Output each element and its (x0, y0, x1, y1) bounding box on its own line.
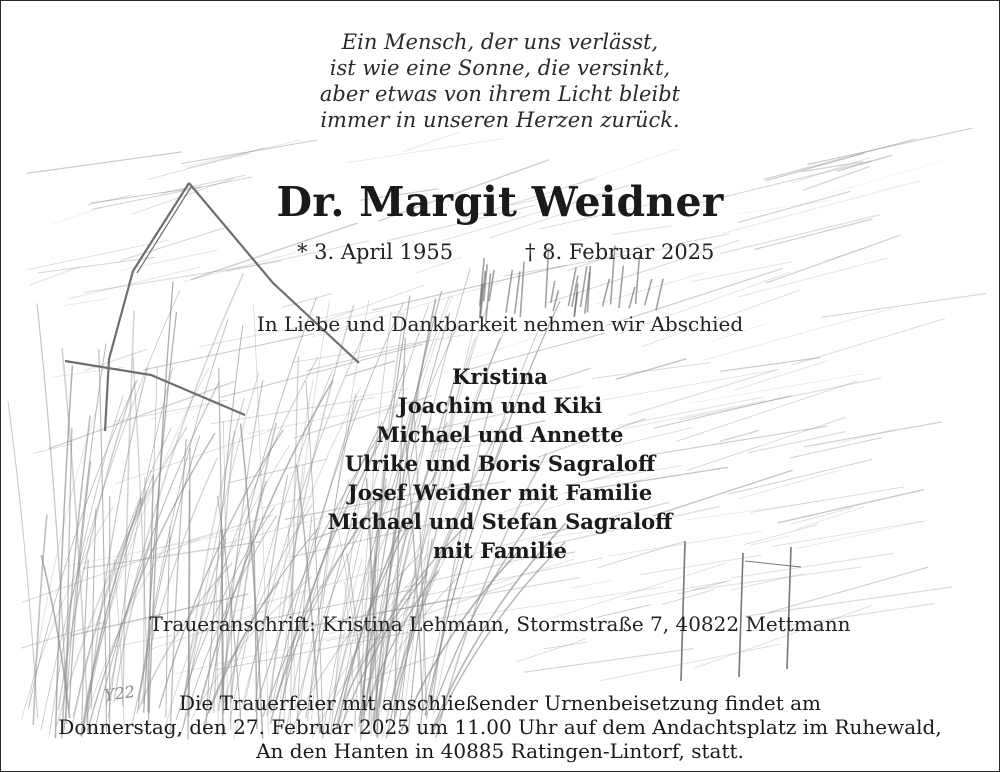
hatch-stroke (764, 139, 916, 180)
hatch-stroke (524, 649, 693, 673)
hatch-stroke (64, 298, 108, 305)
distant-reed (629, 287, 635, 308)
mourner-name: Joachim und Kiki (397, 393, 603, 418)
hatch-stroke (611, 226, 672, 235)
hatch-stroke (84, 261, 281, 293)
poem-line: immer in unseren Herzen zurück. (320, 108, 680, 132)
distant-reed (515, 272, 520, 314)
birth-date: * 3. April 1955 (297, 240, 454, 264)
mourner-name: Ulrike und Boris Sagraloff (344, 451, 656, 476)
service-line: Die Trauerfeier mit anschließender Urnenbeisetzung findet am (178, 691, 822, 715)
hatch-stroke (769, 567, 928, 612)
hatch-stroke (121, 226, 230, 261)
mourner-name: Kristina (452, 364, 548, 389)
hatch-stroke (737, 258, 889, 297)
mourner-name: mit Familie (432, 538, 568, 563)
hatch-stroke (517, 639, 586, 662)
funeral-service-info (1, 691, 999, 763)
distant-reed (656, 279, 663, 310)
distant-reed (551, 281, 555, 303)
farewell-line: In Liebe und Dankbarkeit nehmen wir Abschied (256, 312, 744, 336)
hatch-stroke (678, 582, 725, 594)
condolence-address: Traueranschrift: Kristina Lehmann, Stormstraße 7, 40822 Mettmann (149, 612, 851, 636)
hatch-stroke (26, 152, 182, 174)
mourners-list (1, 362, 999, 565)
hatch-stroke (69, 267, 201, 299)
poem-line: Ein Mensch, der uns verlässt, (341, 30, 659, 54)
hatch-stroke (347, 139, 503, 163)
hatch-stroke (403, 132, 461, 152)
mourner-name: Michael und Stefan Sagraloff (327, 509, 673, 534)
distant-reed (506, 270, 512, 313)
distant-reed (619, 266, 624, 308)
service-line: Donnerstag, den 27. Februar 2025 um 11.00 Uhr auf dem Andachtsplatz im Ruhewald, (58, 715, 942, 739)
deceased-name: Dr. Margit Weidner (276, 178, 724, 226)
distant-reed (520, 262, 524, 318)
distant-reed (645, 279, 652, 305)
hatch-stroke (766, 235, 900, 283)
poem-line: ist wie eine Sonne, die versinkt, (329, 56, 671, 80)
artist-signature: Y22 (102, 681, 137, 705)
hatch-stroke (572, 581, 611, 589)
hatch-stroke (30, 267, 80, 285)
distant-reed (603, 279, 610, 306)
memorial-poem (1, 29, 999, 133)
mourner-name: Josef Weidner mit Familie (347, 480, 653, 505)
poem-line: aber etwas von ihrem Licht bleibt (319, 82, 681, 106)
death-date: † 8. Februar 2025 (525, 240, 715, 264)
service-line: An den Hanten in 40885 Ratingen-Lintorf, statt. (256, 739, 744, 763)
mourner-name: Michael und Annette (376, 422, 624, 447)
hatch-stroke (281, 294, 332, 308)
